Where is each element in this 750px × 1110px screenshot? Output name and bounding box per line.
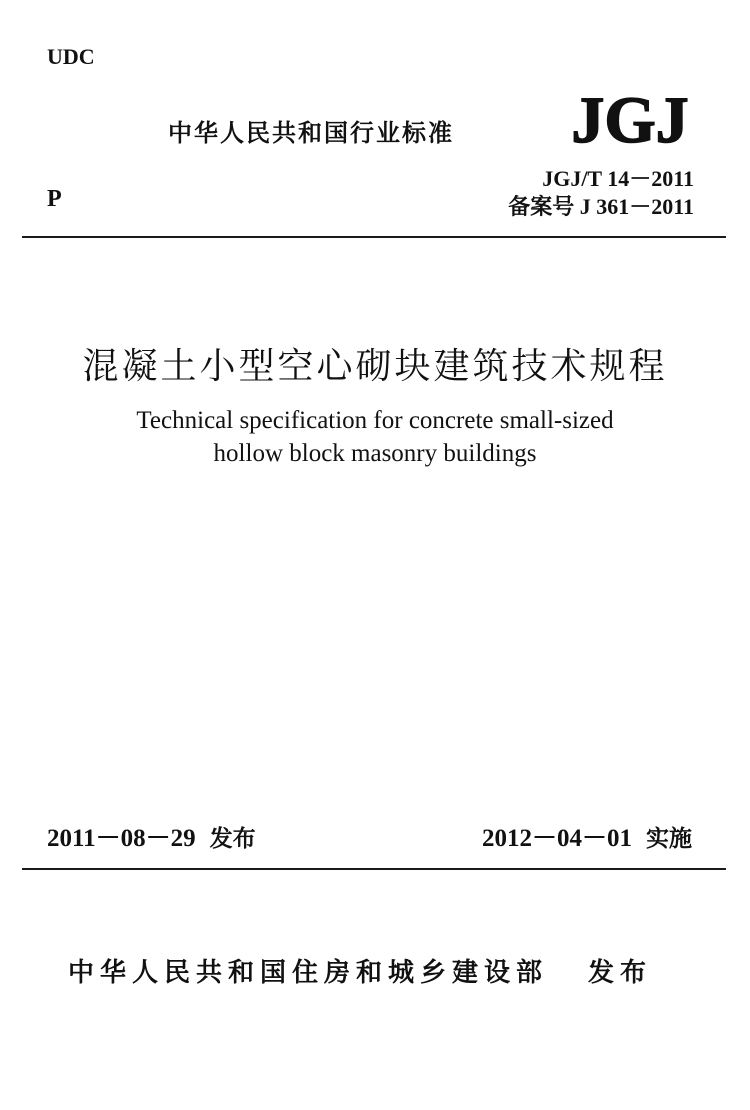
publisher-name: 中华人民共和国住房和城乡建设部 xyxy=(68,958,549,988)
title-english xyxy=(0,404,750,470)
top-divider xyxy=(22,236,726,238)
classification-letter: P xyxy=(47,186,62,212)
issue-date: 2011－08－29 xyxy=(47,825,196,852)
title-english-line1: Technical specification for concrete small-sized xyxy=(136,407,614,434)
industry-standard-heading: 中华人民共和国行业标准 xyxy=(168,119,454,147)
record-number: 备案号 J 361－2011 xyxy=(508,194,694,219)
title-english-line2: hollow block masonry buildings xyxy=(213,440,537,467)
udc-label: UDC xyxy=(47,44,95,69)
title-chinese: 混凝土小型空心砌块建筑技术规程 xyxy=(82,346,668,387)
implementation-date-block xyxy=(482,818,692,854)
implementation-label: 实施 xyxy=(646,826,692,852)
bottom-divider xyxy=(22,868,726,870)
logo-text: JGJ xyxy=(571,84,689,150)
issue-date-block xyxy=(47,818,256,854)
standard-code: JGJ/T 14－2011 xyxy=(542,166,694,191)
implementation-date: 2012－04－01 xyxy=(481,825,632,852)
publisher-verb: 发布 xyxy=(588,958,653,988)
publisher-line xyxy=(68,952,652,989)
jgj-logo xyxy=(560,82,700,150)
standard-code-block xyxy=(508,165,694,221)
issue-label: 发布 xyxy=(209,826,256,852)
